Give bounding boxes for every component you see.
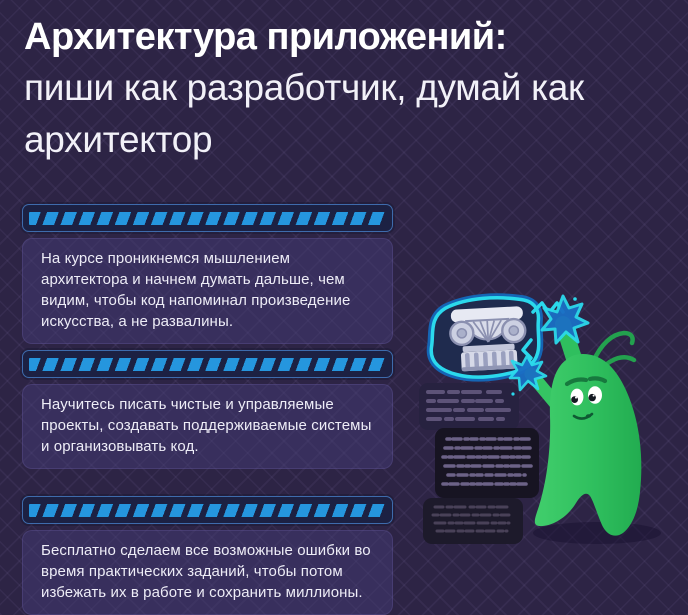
stone-tablets-icon — [419, 383, 539, 544]
feature-card-1-body — [22, 238, 393, 344]
feature-card-3-body — [22, 530, 393, 615]
blue-stripes-icon — [29, 212, 386, 225]
feature-card-3-text: Бесплатно сделаем все возможные ошибки во время практических заданий, чтобы потом избежать их в работе и сохранить миллионы. — [41, 542, 371, 601]
ground-shadow — [533, 522, 661, 544]
page-title — [24, 12, 684, 166]
blue-stripes-icon — [29, 358, 386, 371]
feature-card-2-body — [22, 384, 393, 469]
feature-card-1-text: На курсе проникнемся мышлением архитектора и начнем думать дальше, чем видим, чтобы код напоминал произведение искусства, а не развалины. — [41, 250, 351, 330]
blue-stripes-icon — [29, 504, 386, 517]
striped-progress-decoration — [22, 204, 393, 232]
striped-progress-decoration — [22, 350, 393, 378]
feature-card-2-text: Научитесь писать чистые и управляемые проекты, создавать поддерживаемые системы и организовывать код. — [41, 396, 372, 455]
mascot-character-icon — [531, 324, 641, 536]
feature-card-3 — [22, 496, 393, 615]
feature-card-2 — [22, 350, 393, 469]
page-title-subtitle-line-1: пиши как разработчик, думай как — [24, 67, 584, 108]
page-title-subtitle-line-2: архитектор — [24, 119, 213, 160]
mascot-illustration — [415, 270, 688, 615]
striped-progress-decoration — [22, 496, 393, 524]
feature-card-1 — [22, 204, 393, 344]
page-title-bold-line: Архитектура приложений: — [24, 16, 507, 58]
